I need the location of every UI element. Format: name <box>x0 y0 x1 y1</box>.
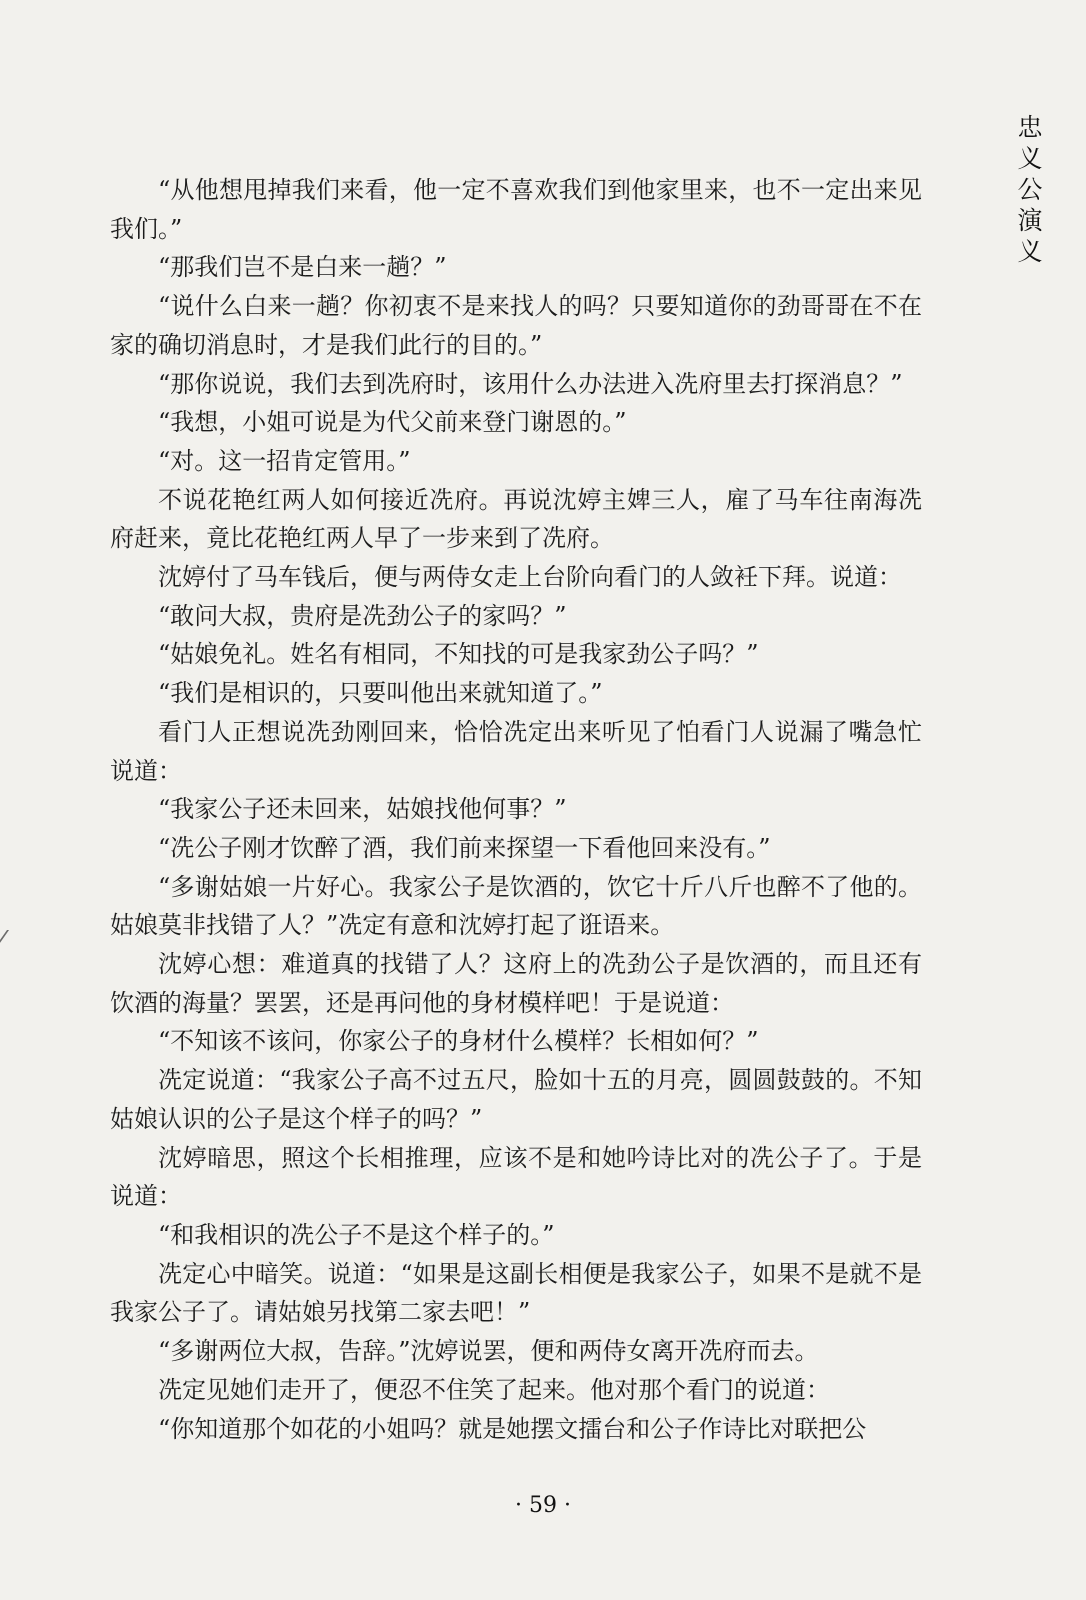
paragraph: “从他想甩掉我们来看，他一定不喜欢我们到他家里来，也不一定出来见我们。” <box>110 176 922 243</box>
body-text <box>110 171 922 1448</box>
paragraph: “不知该不该问，你家公子的身材什么模样？长相如何？” <box>158 1027 759 1056</box>
paragraph: 沈婷暗思，照这个长相推理，应该不是和她吟诗比对的冼公子了。于是说道： <box>110 1143 922 1211</box>
paragraph: 冼定心中暗笑。说道：“如果是这副长相便是我家公子，如果不是就不是我家公子了。请姑娘另找第二家去吧！” <box>110 1259 922 1327</box>
paragraph: 冼定说道：“我家公子高不过五尺，脸如十五的月亮，圆圆鼓鼓的。不知姑娘认识的公子是这个样子的吗？” <box>110 1066 922 1133</box>
paragraph: “敢问大叔，贵府是冼劲公子的家吗？” <box>158 601 567 630</box>
title-char: 公 <box>1017 175 1043 204</box>
paragraph: “我家公子还未回来，姑娘找他何事？” <box>158 795 567 824</box>
paragraph: “说什么白来一趟？你初衷不是来找人的吗？只要知道你的劲哥哥在不在家的确切消息时，才是我们此行的目的。” <box>110 292 922 359</box>
paragraph: “多谢姑娘一片好心。我家公子是饮酒的，饮它十斤八斤也醉不了他的。姑娘莫非找错了人？”冼定有意和沈婷打起了诳语来。 <box>110 872 922 940</box>
paragraph: “那我们岂不是白来一趟？” <box>158 253 447 282</box>
title-char: 演 <box>1017 206 1043 235</box>
paragraph: “我们是相识的，只要叫他出来就知道了。” <box>158 679 603 708</box>
paragraph: 沈婷心想：难道真的找错了人？这府上的冼劲公子是饮酒的，而且还有饮酒的海量？罢罢，还是再问他的身材模样吧！于是说道： <box>110 950 922 1017</box>
paragraph: “对。这一招肯定管用。” <box>158 446 411 475</box>
paragraph: 冼定见她们走开了，便忍不住笑了起来。他对那个看门的说道： <box>158 1375 830 1404</box>
paragraph: “你知道那个如花的小姐吗？就是她摆文擂台和公子作诗比对联把公 <box>158 1414 867 1443</box>
title-char: 义 <box>1017 237 1043 266</box>
paragraph: “多谢两位大叔，告辞。”沈婷说罢，便和两侍女离开冼府而去。 <box>158 1337 819 1366</box>
title-char: 忠 <box>1017 113 1043 142</box>
paragraph: 沈婷付了马车钱后，便与两侍女走上台阶向看门的人敛衽下拜。说道： <box>158 563 902 592</box>
paragraph: “和我相识的冼公子不是这个样子的。” <box>158 1220 555 1249</box>
page-number: · 59 · <box>515 1493 571 1518</box>
scan-edge-mark <box>0 930 19 950</box>
paragraph: “姑娘免礼。姓名有相同，不知找的可是我家劲公子吗？” <box>158 640 759 669</box>
paragraph: “那你说说，我们去到冼府时，该用什么办法进入冼府里去打探消息？” <box>158 369 903 398</box>
paragraph: “冼公子刚才饮醉了酒，我们前来探望一下看他回来没有。” <box>158 833 771 862</box>
title-char: 义 <box>1017 144 1043 173</box>
paragraph: 看门人正想说冼劲刚回来，恰恰冼定出来听见了怕看门人说漏了嘴急忙说道： <box>110 717 922 785</box>
paragraph: “我想，小姐可说是为代父前来登门谢恩的。” <box>158 408 627 437</box>
running-head-book-title <box>1012 112 1048 267</box>
paragraph: 不说花艳红两人如何接近冼府。再说沈婷主婢三人，雇了马车往南海冼府赶来，竟比花艳红两人早了一步来到了冼府。 <box>110 485 922 553</box>
